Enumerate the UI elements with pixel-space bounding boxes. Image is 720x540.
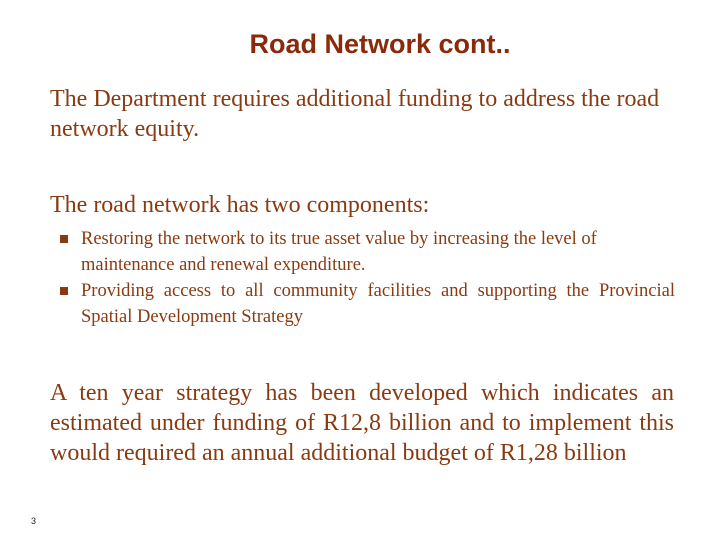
bullet-list [60,226,675,330]
square-bullet-icon [60,235,68,243]
page-number: 3 [31,516,37,526]
slide-title: Road Network cont.. [249,29,511,59]
bullet-item [60,226,675,278]
paragraph-funding: The Department requires additional funding to address the road network equity. [50,86,660,142]
bullet-text: Restoring the network to its true asset value by increasing the level of maintenance and renewal expenditure. [81,229,597,275]
bullet-text: Providing access to all community facilities and supporting the Provincial Spatial Development Strategy [81,281,675,327]
paragraph-strategy: A ten year strategy has been developed which indicates an estimated under funding of R12,8 billion and to implement this would required an annual additional budget of R1,28 billion [50,380,674,466]
bullet-item [60,278,675,330]
square-bullet-icon [60,287,68,295]
paragraph-components: The road network has two components: [50,192,430,218]
